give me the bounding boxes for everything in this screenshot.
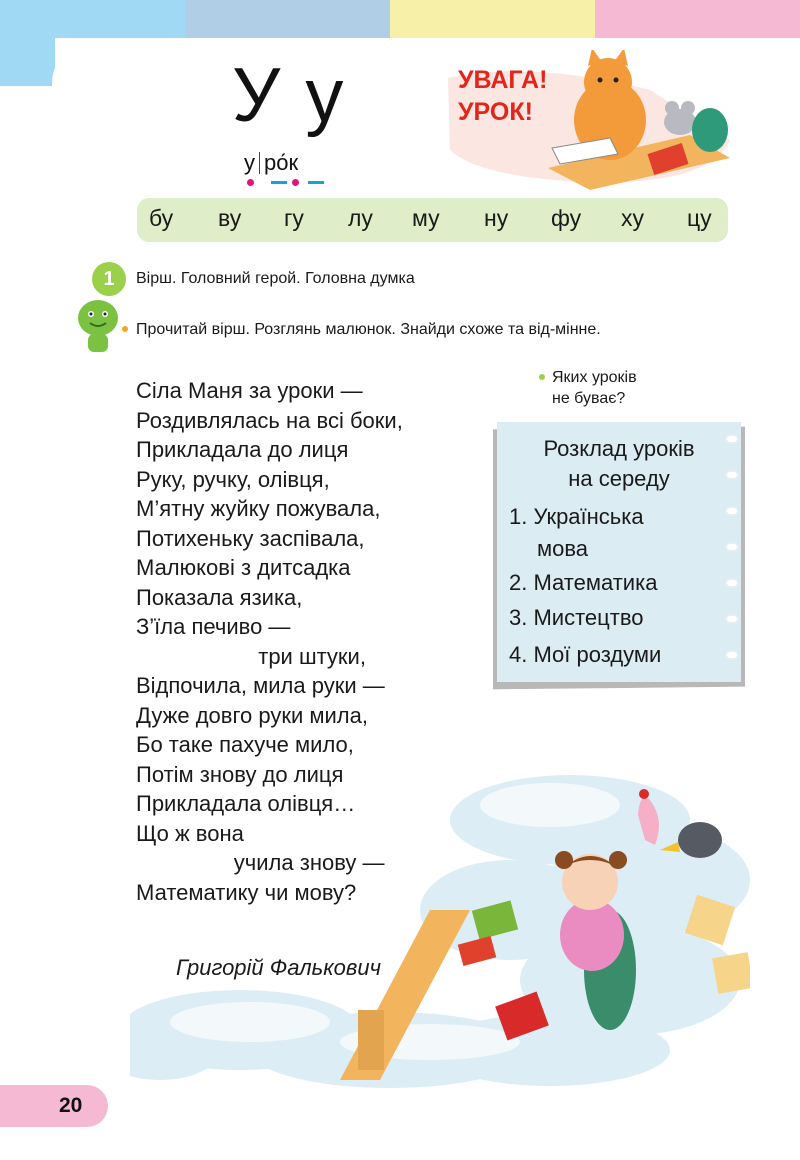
poem-line: Прикладала олівця… <box>136 791 356 816</box>
poem-line: Математику чи мову? <box>136 879 357 905</box>
big-letter: У у <box>232 53 346 138</box>
girl-at-desk-illustration <box>130 760 750 1090</box>
side-question <box>552 367 637 409</box>
exercise-title: Вірш. Головний герой. Головна думка <box>136 270 415 287</box>
page-number: 20 <box>59 1094 83 1117</box>
poem-line: три штуки, <box>136 643 366 669</box>
syllables-bar <box>137 198 728 242</box>
paper-hole <box>725 506 739 516</box>
frog-mascot-icon <box>76 296 122 356</box>
poem-line: Потихеньку заспівала, <box>136 525 365 551</box>
sound-scheme <box>244 178 334 188</box>
syllable: ну <box>484 205 509 231</box>
syllable: фу <box>551 205 582 231</box>
schedule-item: мова <box>537 536 589 561</box>
poem-line: Відпочила, мила руки — <box>136 673 385 698</box>
schedule-title-line-2: на середу <box>568 466 670 491</box>
word-part-2: ро́к <box>264 150 299 175</box>
consonant-dash <box>308 181 324 184</box>
exercise-number-badge: 1 <box>92 262 126 296</box>
syllable: ху <box>621 205 644 231</box>
sign-line-1: УВАГА! <box>458 66 548 94</box>
desk-leg <box>358 1010 384 1070</box>
vowel-dot <box>247 179 254 186</box>
paper-hole <box>725 470 739 480</box>
green-chair <box>692 108 728 152</box>
vowel-dot <box>292 179 299 186</box>
poem-line: Бо таке пахуче мило, <box>136 732 354 757</box>
cat-at-desk-illustration <box>440 50 740 190</box>
syllable-divider <box>259 152 260 174</box>
paper-hole <box>725 434 739 444</box>
word-scheme <box>244 150 298 176</box>
schedule-item: 4. Мої роздуми <box>509 642 662 667</box>
poem-line: Що ж вона <box>136 820 244 846</box>
paper-hole <box>725 578 739 588</box>
sign-line-2: УРОК! <box>458 98 533 126</box>
task-bullet <box>122 326 128 332</box>
header-strip-pink <box>595 0 800 38</box>
corner-decoration <box>0 38 55 86</box>
header-strip-grey-blue <box>185 0 390 38</box>
consonant-dash <box>271 181 287 184</box>
word-part-1: у <box>244 150 255 175</box>
poem-line: Прикладала до лиця <box>136 437 349 462</box>
syllable: бу <box>149 205 174 231</box>
syllable: лу <box>348 205 373 231</box>
poem-line: Сіла Маня за уроки — <box>136 378 363 403</box>
syllable: ву <box>218 205 242 231</box>
question-line-1: Яких уроків <box>552 369 637 386</box>
poem-author: Григорій Фалькович <box>176 955 381 980</box>
poem-line: Малюкові з дитсадка <box>136 555 351 580</box>
schedule-title <box>497 434 741 494</box>
paper-hole <box>725 614 739 624</box>
paper-hole <box>725 542 739 552</box>
syllable: цу <box>687 205 712 231</box>
poem-line: Потім знову до лиця <box>136 761 344 787</box>
cracker <box>712 952 750 994</box>
poem-line: Дуже довго руки мила, <box>136 702 368 728</box>
crow <box>678 822 722 858</box>
paper-hole <box>725 650 739 660</box>
poem-line: З’їла печиво — <box>136 614 291 639</box>
question-line-2: не буває? <box>552 390 626 407</box>
exercise-task: Прочитай вірш. Розглянь малюнок. Знайди схоже та від-мінне. <box>136 321 601 338</box>
header-strip-blue <box>0 0 185 38</box>
schedule-item: 3. Мистецтво <box>509 605 644 630</box>
schedule-item: 1. Українська <box>509 504 644 529</box>
cat-head <box>584 58 632 106</box>
question-bullet <box>539 374 545 380</box>
syllable: му <box>412 205 440 231</box>
poem-line: учила знову — <box>136 850 385 875</box>
schedule-title-line-1: Розклад уроків <box>543 436 695 461</box>
poem-line: М’ятну жуйку пожувала, <box>136 496 381 521</box>
poem-line: Роздивлялась на всі боки, <box>136 407 403 433</box>
syllable: гу <box>284 205 304 231</box>
poem-line: Руку, ручку, олівця, <box>136 466 330 492</box>
schedule-item: 2. Математика <box>509 570 658 595</box>
header-strip-yellow <box>390 0 595 38</box>
page-number-tab <box>0 1085 108 1127</box>
poem-line: Показала язика, <box>136 584 303 610</box>
schedule-card <box>497 422 741 682</box>
